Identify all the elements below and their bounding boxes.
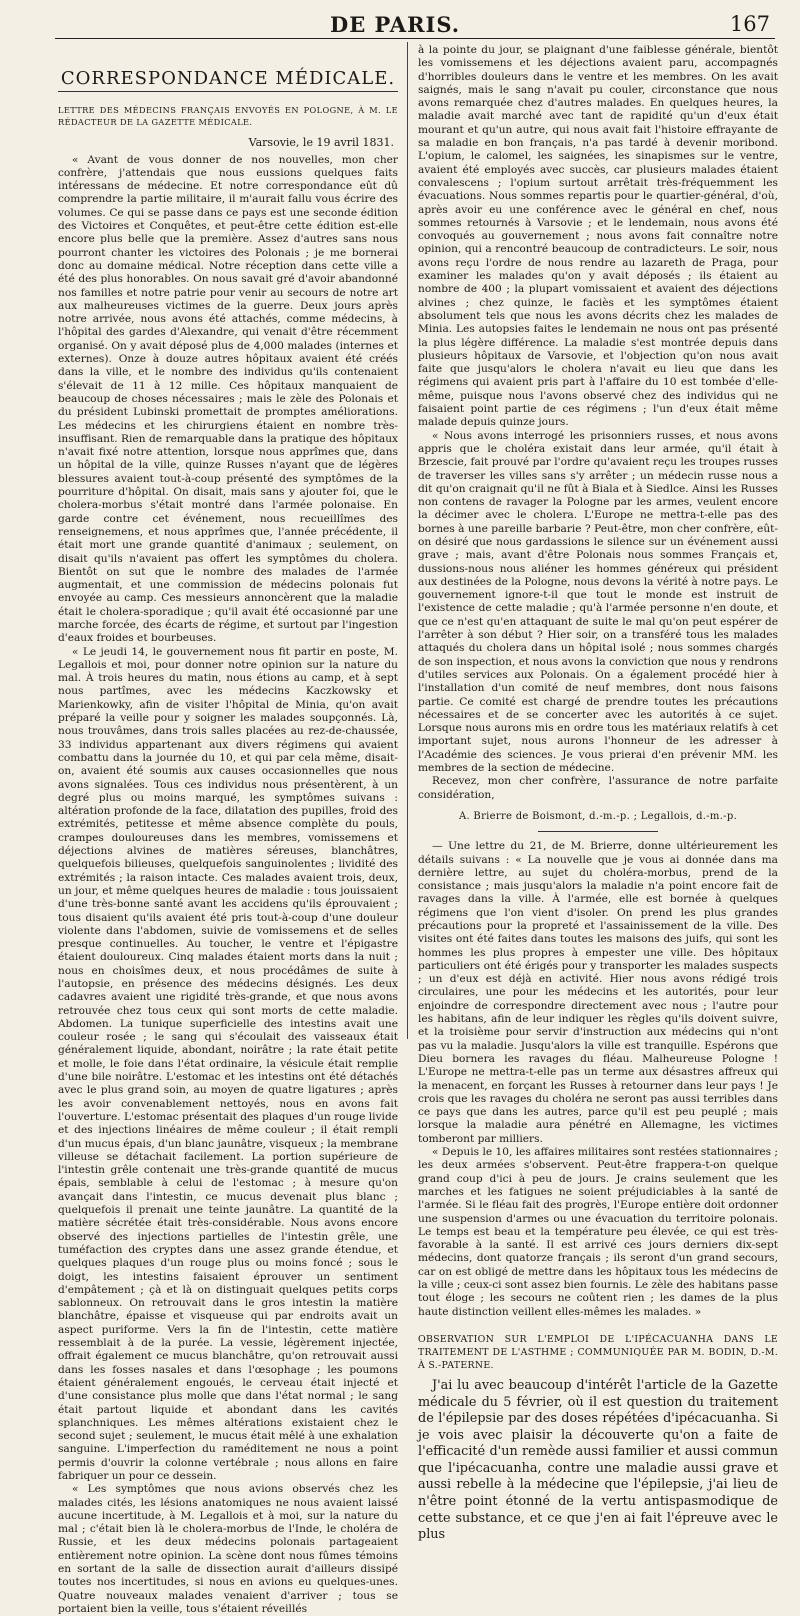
paragraph: à la pointe du jour, se plaignant d'une faiblesse générale, bientôt les vomissemens et les déjections avaient paru, accompagnés d'horribles douleurs dans le ventre et les membres. On les avait saignés, mais le sang n'avait pu couler, circonstance que nous avons remarquée chez d'autres malades. En quelques heures, la maladie avait marché avec tant de rapidité qu'un d'eux était mourant et qu'un autre, qui nous avait fait l'histoire effrayante de sa maladie en bon français, n'a pas tardé à devenir moribond. L'opium, le calomel, les saignées, les sinapismes sur le ventre, avaient été employés avec succès, car plusieurs malades étaient convalescens ; l'opium surtout arrêtait très-fréquemment les évacuations. Nous sommes repartis pour le quartier-général, d'où, après avoir eu une conférence avec le général en chef, nous sommes retournés à Varsovie ; et le lendemain, nous avons été convoqués au gouvernement ; nous avons fait connaître notre opinion, qui a rencontré beaucoup de contradicteurs. Le soir, nous avons reçu l'ordre de nous rendre au lazareth de Praga, pour examiner les malades qu'on y avait déposés ; ils étaient au nombre de 400 ; la plupart vomissaient et avaient des déjections alvines ; chez quinze, le faciès et les symptômes étaient absolument tels que nous les avons décrits chez les malades de Minia. Les autopsies faites le lendemain ne nous ont pas présenté la plus légère différence. La maladie s'est montrée depuis dans plusieurs hôpitaux de Varsovie, et l'objection qu'on nous avait faite que jusqu'alors le cholera n'avait eu lieu que dans les régimens qui avaient pris part à l'affaire du 10 est tombée d'elle-même, puisque nous l'avons observé chez des individus qui ne faisaient point partie de ces régimens ; l'un d'eux était même malade depuis quinze jours. — [418, 44, 778, 429]
paragraph: « Les symptômes que nous avions observés chez les malades cités, les lésions anatomiques ne nous avaient laissé aucune incertitude, à M. Legallois et à moi, sur la nature du mal ; c'était bien là le cholera-morbus de l'Inde, le choléra de Russie, et les deux médecins polonais partageaient entièrement notre opinion. La scène dont nous fûmes témoins en sortant de la salle de dissection aurait d'ailleurs dissipé toutes nos incertitudes, si nous en avions eu quelques-unes. Quatre nouveaux malades venaient d'arriver ; tous se portaient bien la veille, tous s'étaient réveillés — [58, 1483, 398, 1615]
column-divider — [407, 42, 408, 1039]
observation-text: J'ai lu avec beaucoup d'intérêt l'article de la Gazette médicale du 5 février, où il est question du traitement de l'épilepsie par des doses répétées d'ipécacuanha. Si je vois avec plaisir la découverte qu'on a faite de l'efficacité d'un remède aussi familier et aussi commun que l'ipécacuanha, contre une maladie aussi grave et aussi rebelle à la médecine que l'épilepsie, j'ai lieu de n'être point étonné de la vertu antispasmodique de cette substance, et ce que j'en ai fait l'épreuve avec le plus — [418, 1377, 778, 1543]
running-head: DE PARIS. — [330, 12, 461, 37]
paragraph: « Avant de vous donner de nos nouvelles, mon cher confrère, j'attendais que nous eussions quelques faits intéressans de médecine. Et notre correspondance eût dû comprendre la partie militaire, il m'aurait fallu vous écrire des volumes. Ce qui se passe dans ce pays est une seconde édition des Victoires et Conquêtes, et peut-être cette édition est-elle encore plus belle que la première. Assez d'autres sans nous pourront chanter les victoires des Polonais ; je me bornerai donc au domaine médical. Notre réception dans cette ville a été des plus honorables. On nous savait gré d'avoir abandonné nos familles et notre patrie pour venir au secours de notre art aux malheureuses victimes de la guerre. Deux jours après notre arrivée, nous avons été attachés, comme médecins, à l'hôpital des gardes d'Alexandre, qui venait d'être récemment organisé. On y avait déposé plus de 4,000 malades (internes et externes). Onze à douze autres hôpitaux avaient été créés dans la ville, et le nombre des individus qu'ils contenaient s'élevait de 11 à 12 mille. Ces hôpitaux manquaient de beaucoup de choses nécessaires ; mais le zèle des Polonais et du président Lubinski promettait de promptes améliorations. Les médecins et les chirurgiens étaient en nombre très-insuffisant. Rien de remarquable dans la pratique des hôpitaux n'avait fixé notre attention, lorsque nous apprîmes que, dans un hôpital de la ville, quinze Russes n'ayant que de légères blessures avaient tout-à-coup présenté des symptômes de la pourriture d'hôpital. On disait, mais sans y ajouter foi, que le cholera-morbus s'était montré dans l'armée polonaise. En garde contre cet événement, nous recueillîmes des renseignemens, et nous apprîmes que, l'année précédente, il était mort une grande quantité d'animaux ; seulement, on disait qu'ils n'avaient pas offert les symptômes du cholera. Bientôt on sut que le nombre des malades de l'armée augmentait, et une commission de médecins polonais fut envoyée au camp. Ces messieurs annoncèrent que la maladie était le cholera-sporadique ; qu'il avait été occasionné par une marche forcée, des écarts de régime, et surtout par l'ingestion d'eaux froides et bourbeuses. — [58, 153, 398, 645]
dateline: Varsovie, le 19 avril 1831. — [248, 136, 394, 150]
left-column — [58, 44, 398, 1615]
paragraph: « Le jeudi 14, le gouvernement nous fit partir en poste, M. Legallois et moi, pour donner notre opinion sur la nature du mal. À trois heures du matin, nous étions au camp, et à sept nous partîmes, avec les médecins Kaczkowsky et Marienkowky, afin de visiter l'hôpital de Minia, qu'on avait préparé la veille pour y soigner les malades soupçonnés. Là, nous trouvâmes, dans trois salles placées au rez-de-chaussée, 33 individus appartenant aux divers régimens qui avaient combattu dans la journée du 10, et qui par cela même, disait-on, avaient été soumis aux causes occasionnelles que nous avons signalées. Tous ces individus nous présentèrent, à un degré plus ou moins marqué, les symptômes suivans : altération profonde de la face, dilatation des pupilles, froid des extrémités, petitesse et même absence complète du pouls, crampes douloureuses dans les membres, vomissemens et déjections alvines de matières séreuses, blanchâtres, quelquefois bilieuses, quelquefois sanguinolentes ; lividité des extrémités ; la raison intacte. Ces malades avaient trois, deux, un jour, et même quelques heures de maladie : tous jouissaient d'une très-bonne santé avant les accidens qu'ils éprouvaient ; tous disaient qu'ils avaient été pris tout-à-coup d'une douleur violente dans l'abdomen, suivie de vomissemens et de selles presque continuelles. Au toucher, le ventre et l'épigastre étaient douloureux. Cinq malades étaient morts dans la nuit ; nous en choisîmes deux, et nous procédâmes de suite à l'autopsie, en présence des médecins désignés. Les deux cadavres avaient une rigidité très-grande, et que nous avons retrouvée chez tous ceux qui sont morts de cette maladie. Abdomen. La tunique superficielle des intestins avait une couleur rosée ; le sang qui s'écoulait des vaisseaux était généralement liquide, abondant, noirâtre ; la rate était petite et molle, le foie dans l'état ordinaire, la vésicule était remplie d'une bile noirâtre. L'estomac et les intestins ont été détachés avec le plus grand soin, au moyen de quatre ligatures ; après les avoir convenablement nettoyés, nous en avons fait l'ouverture. L'estomac présentait des plaques d'un rouge livide et des injections linéaires de même couleur ; il était rempli d'un mucus épais, d'un blanc jaunâtre, visqueux ; la membrane villeuse se détachait facilement. La portion supérieure de l'intestin grêle contenait une très-grande quantité de mucus épais, semblable à celui de l'estomac ; à mesure qu'on avançait dans l'intestin, ce mucus devenait plus blanc ; quelquefois il prenait une teinte jaunâtre. La quantité de la matière sécrétée était très-considérable. Nous avons encore observé des injections partielles de l'intestin grêle, une tuméfaction des cryptes dans une assez grande étendue, et quelques plaques d'un rouge plus ou moins foncé ; sous le doigt, les intestins faisaient éprouver un sentiment d'empâtement ; çà et là on distinguait quelques petits corps sablonneux. On retrouvait dans le gros intestin la matière blanchâtre, épaisse et visqueuse qui par endroits avait un aspect puriforme. Vers la fin de l'intestin, cette matière ressemblait à de la purée. La vessie, légèrement injectée, offrait également ce mucus blanchâtre, qu'on retrouvait aussi dans les fosses nasales et dans l'œsophage ; les poumons étaient généralement engoués, le cerveau était injecté et d'une consistance plus molle que dans l'état normal ; le sang était partout liquide et abondant dans les cavités splanchniques. Les mêmes altérations existaient chez le second sujet ; seulement, le mucus était mêlé à une exhalation sanguine. L'imperfection du raméditement ne nous a point permis d'ouvrir la colonne vertébrale ; nous allons en faire fabriquer un pour ce dessein. — [58, 645, 398, 1482]
paragraph: « Depuis le 10, les affaires militaires sont restées stationnaires ; les deux armées s'observent. Peut-être frappera-t-on quelque grand coup d'ici à peu de jours. Je crains seulement que les marches et les fatigues ne soient préjudiciables à la santé de l'armée. Si le fléau fait des progrès, l'Europe entière doit ordonner une suspension d'armes ou une évacuation du territoire polonais. Le temps est beau et la température peu élevée, ce qui est très-favorable à la santé. Il est arrivé ces jours derniers dix-sept médecins, dont quatorze français ; ils seront d'un grand secours, car on est obligé de mettre dans les hôpitaux tous les médecins de la ville ; ceux-ci sont assez bien fournis. Le zèle des habitans passe tout éloge ; les secours ne coûtent rien ; les dames de la plus haute distinction veillent elles-mêmes les malades. » — [418, 1146, 778, 1318]
paragraph: — Une lettre du 21, de M. Brierre, donne ultérieurement les détails suivans : « La nouvelle que je vous ai donnée dans ma dernière lettre, au sujet du choléra-morbus, prend de la consistance ; mais jusqu'alors la maladie n'a point encore fait de ravages dans la ville. À l'armée, elle est bornée à quelques régimens que l'on vient d'isoler. On prend les plus grandes précautions pour la propreté et l'assainissement de la ville. Des visites ont été faites dans toutes les maisons des juifs, qui sont les hommes les plus propres à empester une ville. Des hôpitaux particuliers ont été érigés pour y transporter les malades suspects ; un d'eux est déjà en activité. Hier nous avons rédigé trois circulaires, une pour les médecins et les autorités, pour leur enjoindre de correspondre directement avec nous ; l'autre pour les habitans, afin de leur indiquer les règles qu'ils doivent suivre, et la troisième pour servir d'instruction aux médecins qui n'ont pas vu la maladie. Jusqu'alors la ville est tranquille. Espérons que Dieu bornera les ravages du fléau. Malheureuse Pologne ! L'Europe ne mettra-t-elle pas un terme aux désastres affreux qui la menacent, en forçant les Russes à retourner dans leur pays ! Je crois que les ravages du choléra ne seront pas aussi terribles dans ce pays que dans les autres, parce qu'il est peu peuplé ; mais lorsque la maladie aura pénétré en Allemagne, les victimes tomberont par milliers. — [418, 840, 778, 1145]
letter-heading: LETTRE DES MÉDECINS FRANÇAIS ENVOYÉS EN POLOGNE, À M. LE RÉDACTEUR DE LA GAZETTE MÉDICALE. — [58, 105, 398, 128]
section-title: CORRESPONDANCE MÉDICALE. — [58, 72, 398, 92]
signature: A. Brierre de Boismont, d.-m.-p. ; Legallois, d.-m.-p. — [458, 810, 738, 822]
page-number: 167 — [729, 12, 770, 36]
observation-heading: OBSERVATION SUR L'EMPLOI DE L'IPÉCACUANHA DANS LE TRAITEMENT DE L'ASTHME ; COMMUNIQUÉE PAR M. BODIN, D.-M. À S.-PATERNE. — [418, 1333, 778, 1371]
right-column — [418, 44, 778, 1543]
header-rule — [55, 38, 775, 39]
paragraph: Recevez, mon cher confrère, l'assurance de notre parfaite considération, — [418, 775, 778, 801]
paragraph: « Nous avons interrogé les prisonniers russes, et nous avons appris que le choléra existait dans leur armée, qu'il était à Brzescie, fait prouvé par l'ordre qu'avaient reçu les troupes russes de traverser les villes sans s'y arrêter ; un médecin russe nous a dit qu'on craignait qu'il ne fût à Biala et à Siedlce. Ainsi les Russes non contens de ravager la Pologne par les armes, veulent encore la décimer avec le cholera. L'Europe ne mettra-t-elle pas des bornes à une pareille barbarie ? Peut-être, mon cher confrère, eût-on désiré que nous gardassions le silence sur un événement aussi grave ; mais, avant d'être Polonais nous sommes Français et, dussions-nous nous aliéner les hommes généreux qui président aux destinées de la Pologne, nous devons la vérité à notre pays. Le gouvernement ignore-t-il que tout le monde est instruit de l'existence de cette maladie ; qu'à l'armée personne n'en doute, et que ce n'est qu'en attaquant de suite le mal qu'on peut espérer de l'arrêter à son début ? Hier soir, on a transféré tous les malades attaqués du cholera dans un hôpital isolé ; nous sommes chargés de son inspection, et nous avons la conviction que nous y rendrons d'utiles services aux Polonais. On a également procédé hier à l'installation d'un comité de neuf membres, dont nous faisons partie. Ce comité est chargé de prendre toutes les précautions nécessaires et de se concerter avec les autorités à ce sujet. Lorsque nous aurons mis en ordre tous les matériaux relatifs à cet important sujet, nous aurons l'honneur de les adresser à l'Académie des sciences. Je vous prierai d'en prévenir MM. les membres de la section de médecine. — [418, 429, 778, 775]
separator-rule — [538, 831, 658, 832]
